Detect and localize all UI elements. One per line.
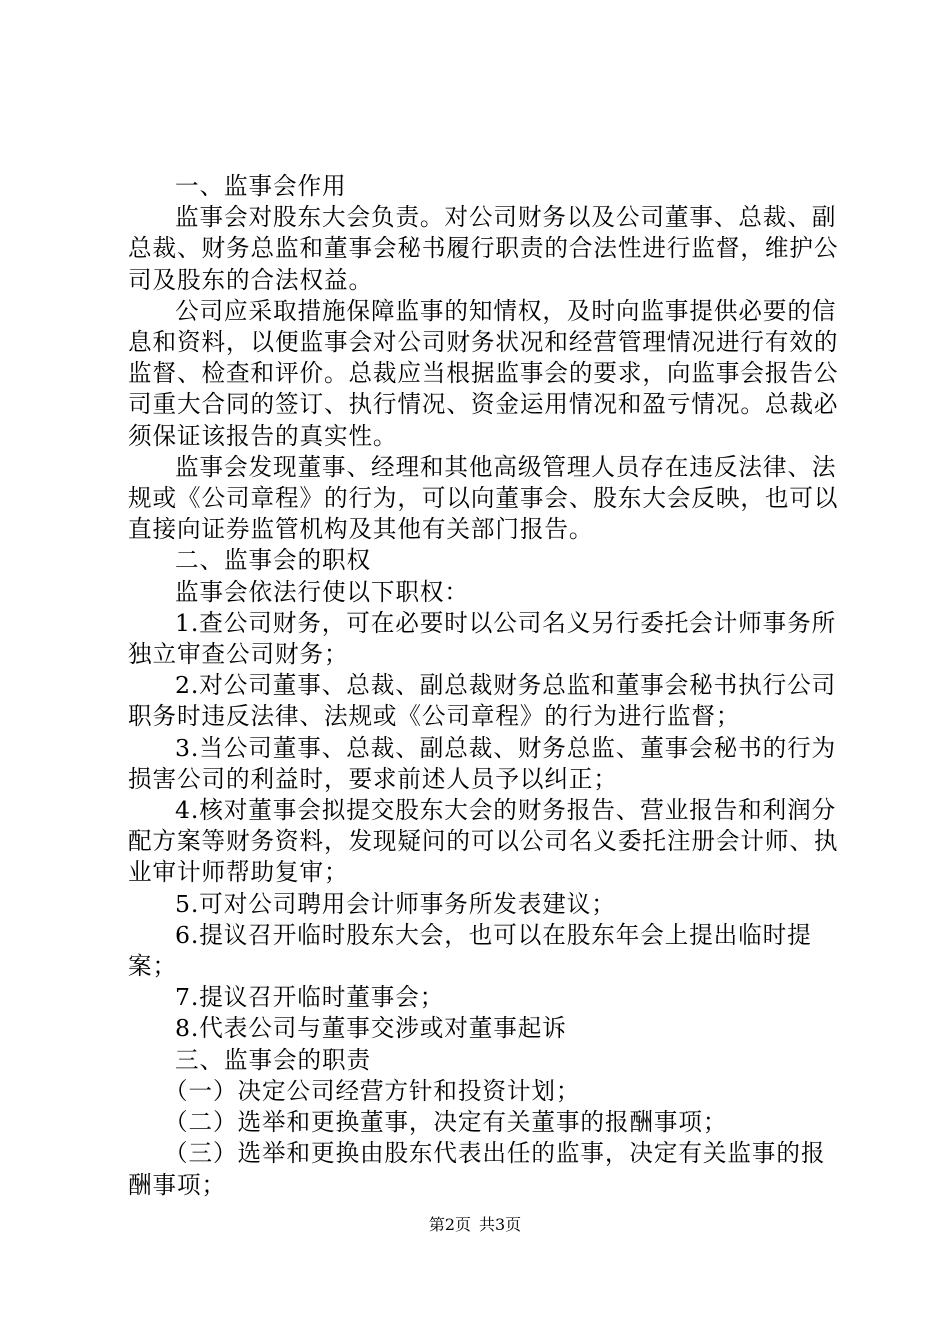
paragraph: 监事会对股东大会负责。对公司财务以及公司董事、总裁、副总裁、财务总监和董事会秘书履行职责的合法性进行监督，维护公司及股东的合法权益。 — [128, 203, 839, 294]
paragraph: 监事会发现董事、经理和其他高级管理人员存在违反法律、法规或《公司章程》的行为，可以向董事会、股东大会反映，也可以直接向证券监管机构及其他有关部门报告。 — [128, 452, 839, 544]
list-item: 1.查公司财务，可在必要时以公司名义另行委托会计师事务所独立审查公司财务； — [128, 608, 837, 669]
list-item: 3.当公司董事、总裁、副总裁、财务总监、董事会秘书的行为损害公司的利益时，要求前述人员予以纠正； — [128, 733, 837, 793]
list-item: 4.核对董事会拟提交股东大会的财务报告、营业报告和利润分配方案等财务资料，发现疑问的可以公司名义委托注册会计师、执业审计师帮助复审； — [128, 796, 839, 887]
document-body — [128, 171, 840, 1201]
section-heading-3: 三、监事会的职责 — [175, 1045, 371, 1074]
list-item: （一）决定公司经营方针和投资计划； — [164, 1076, 581, 1105]
list-item: 5.可对公司聘用会计师事务所发表建议； — [175, 889, 616, 918]
section-heading-1: 一、监事会作用 — [175, 172, 347, 200]
list-item: 2.对公司董事、总裁、副总裁财务总监和董事会秘书执行公司职务时违反法律、法规或《公司章程》的行为进行监督； — [128, 671, 837, 731]
list-item: （三）选举和更换由股东代表出任的监事，决定有关监事的报酬事项； — [128, 1139, 826, 1199]
list-item: 6.提议召开临时股东大会，也可以在股东年会上提出临时提案； — [128, 920, 812, 981]
page-total: 共3页 — [479, 1215, 522, 1234]
paragraph: 公司应采取措施保障监事的知情权，及时向监事提供必要的信息和资料，以便监事会对公司财务状况和经营管理情况进行有效的监督、检查和评价。总裁应当根据监事会的要求，向监事会报告公司重大合同的签订、执行情况、资金运用情况和盈亏情况。总裁必须保证该报告的真实性。 — [128, 296, 839, 450]
paragraph: 监事会依法行使以下职权： — [175, 577, 469, 606]
list-item: 7.提议召开临时董事会； — [175, 983, 445, 1012]
section-heading-2: 二、监事会的职权 — [175, 546, 371, 575]
page-footer — [0, 1215, 950, 1235]
list-item: （二）选举和更换董事，决定有关董事的报酬事项； — [164, 1108, 728, 1137]
list-item: 8.代表公司与董事交涉或对董事起诉 — [175, 1014, 567, 1043]
page-number: 第2页 — [428, 1215, 471, 1234]
